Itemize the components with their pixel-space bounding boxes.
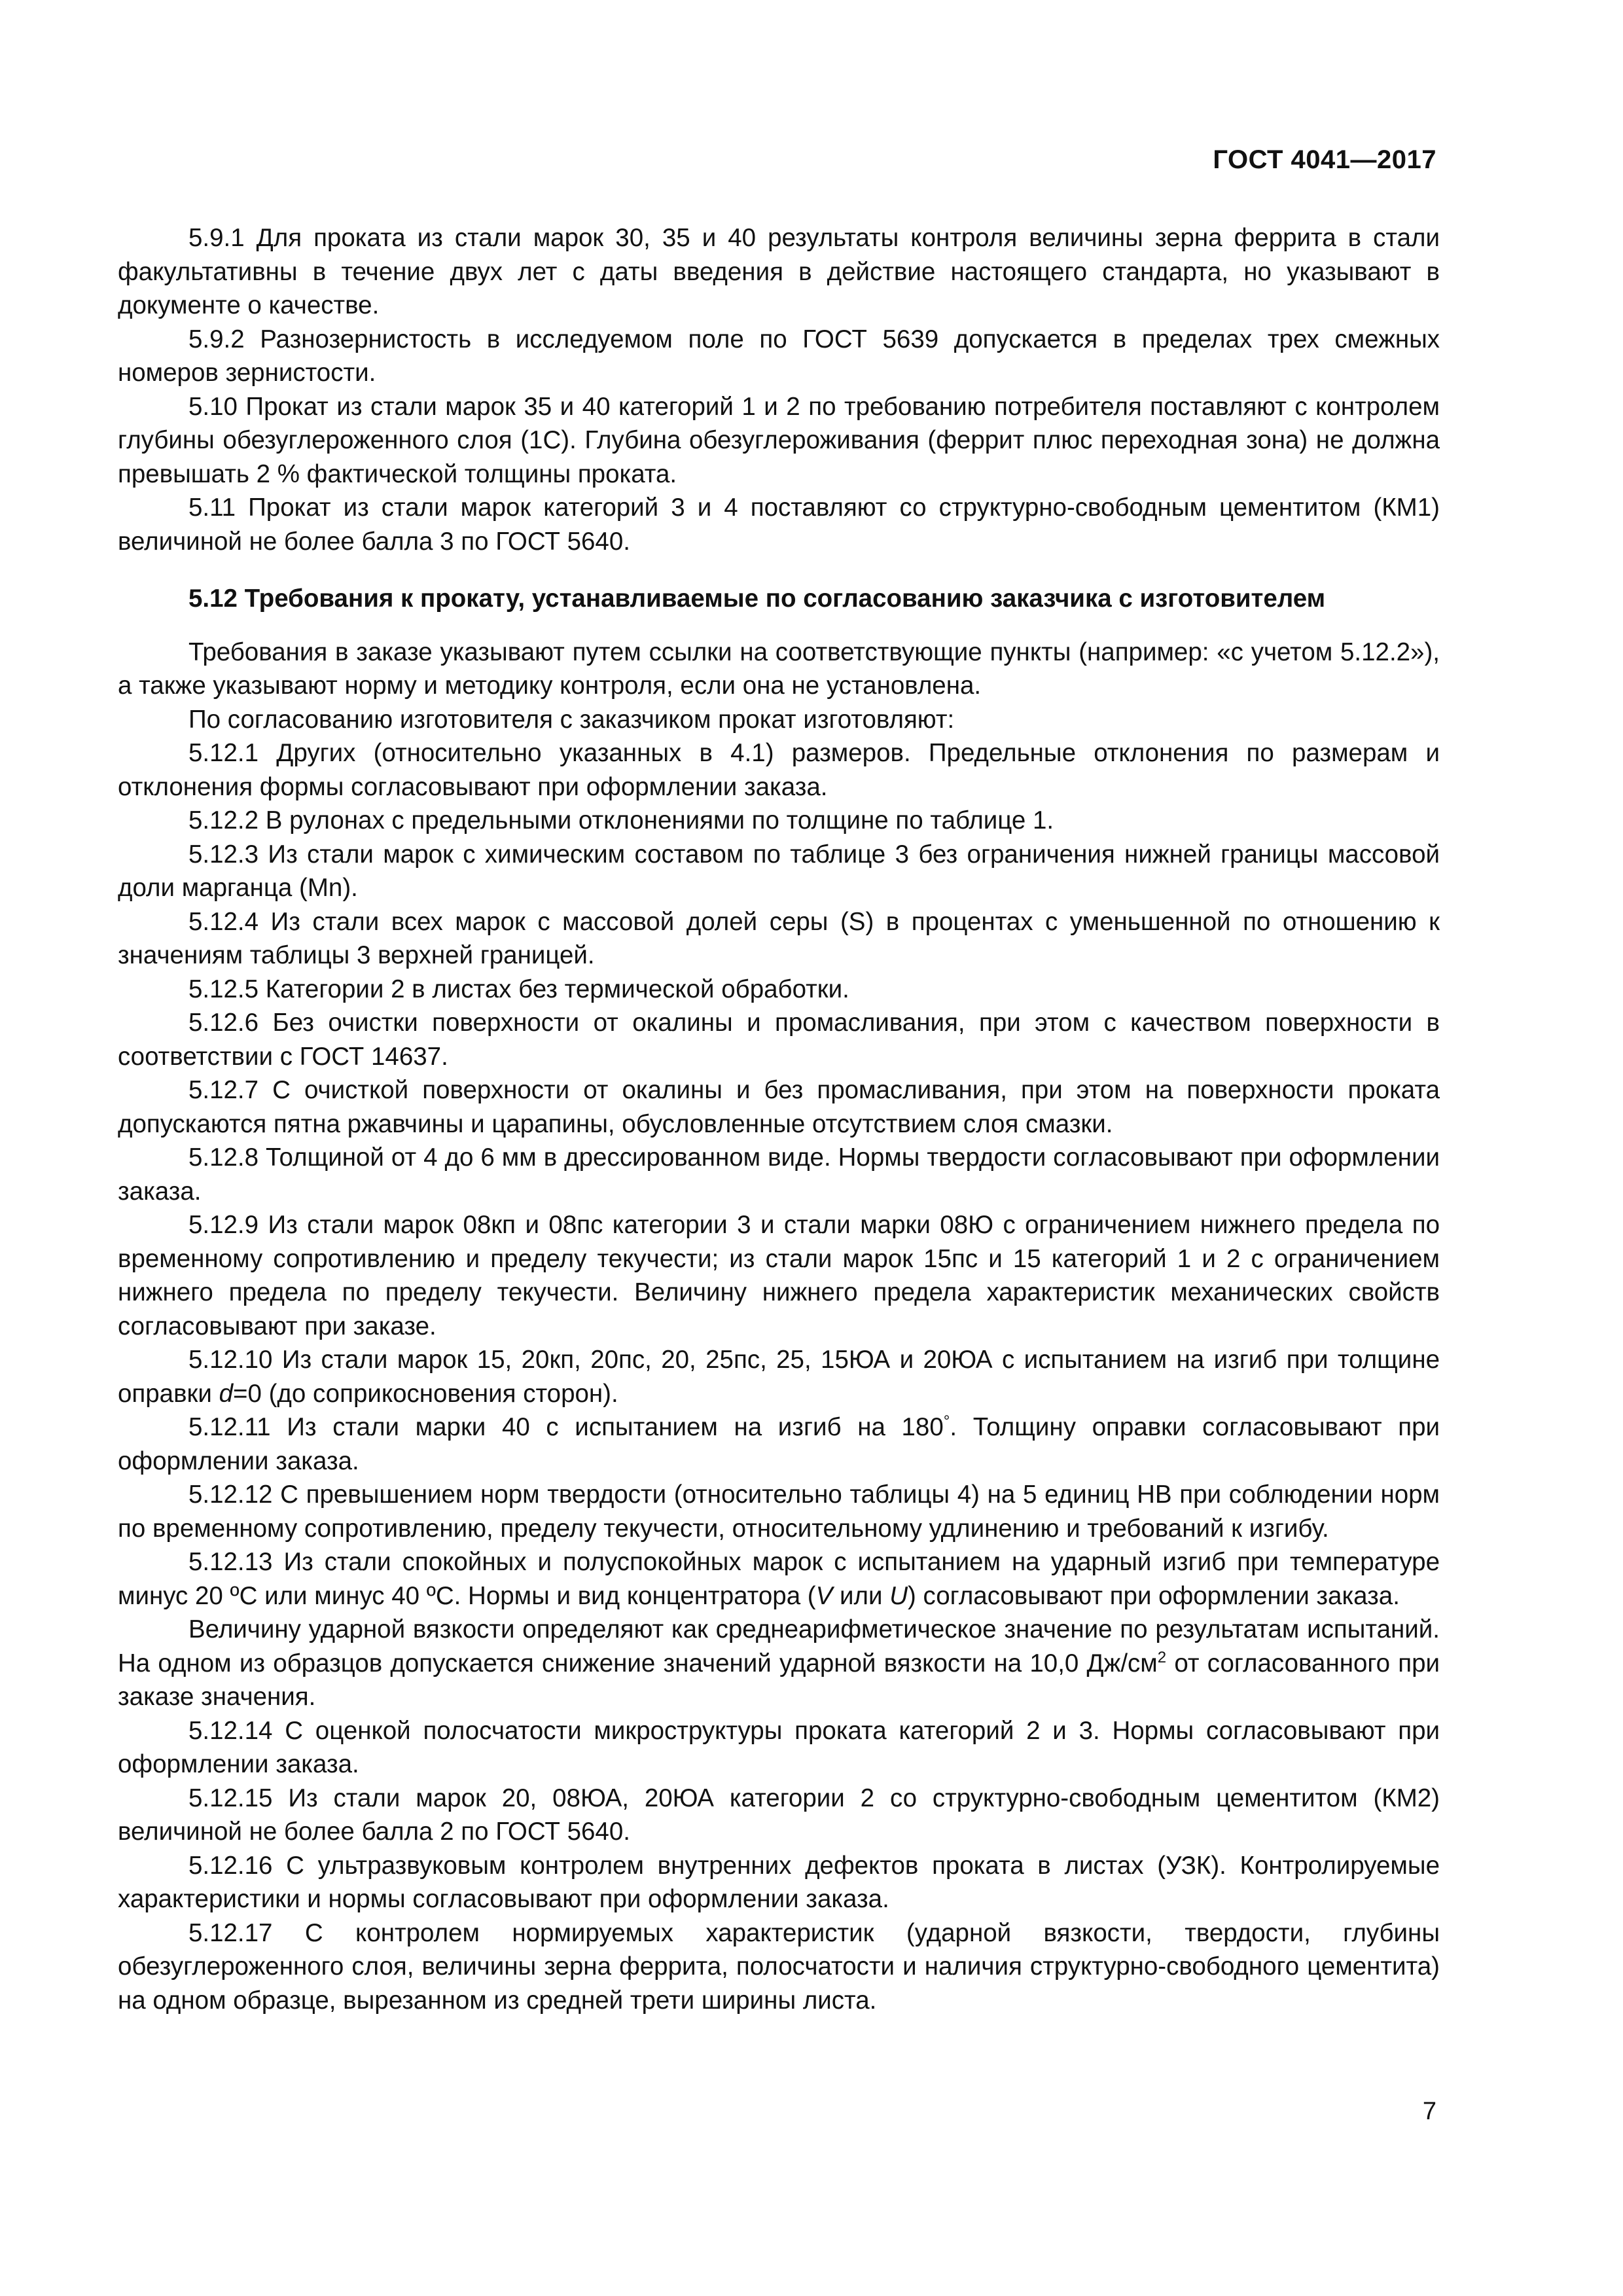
variable-v: V bbox=[815, 1581, 833, 1610]
paragraph-5-12-13-text: 5.12.13 Из стали спокойных и полуспокойных марок с испытанием на ударный изгиб при температуре минус 20 ºС или минус 40 ºС. Нормы и вид концентратора ( bbox=[118, 1548, 1440, 1610]
paragraph-impact-end: от согласованного при заказе значения. bbox=[118, 1649, 1440, 1711]
paragraph-5-9-2: 5.9.2 Разнозернистость в исследуемом поле по ГОСТ 5639 допускается в пределах трех смежных номеров зернистости. bbox=[118, 325, 1440, 387]
superscript-2: 2 bbox=[1157, 1648, 1167, 1666]
page-number: 7 bbox=[1422, 2098, 1436, 2125]
paragraph-5-12-6: 5.12.6 Без очистки поверхности от окалины и промасливания, при этом с качеством поверхности в соответствии с ГОСТ 14637. bbox=[118, 1009, 1440, 1071]
paragraph-5-12-4: 5.12.4 Из стали всех марок с массовой долей серы (S) в процентах с уменьшенной по отношению к значениям таблицы 3 верхней границей. bbox=[118, 907, 1440, 969]
paragraph-5-12-13-mid: или bbox=[832, 1581, 890, 1610]
paragraph-5-12-2: 5.12.2 В рулонах с предельными отклонениями по толщине по таблице 1. bbox=[188, 806, 1054, 834]
paragraph-5-12-15: 5.12.15 Из стали марок 20, 08ЮА, 20ЮА категории 2 со структурно-свободным цементитом (КМ2) величиной не более балла 2 по ГОСТ 5640. bbox=[118, 1784, 1440, 1846]
paragraph-5-12-1: 5.12.1 Других (относительно указанных в 4.1) размеров. Предельные отклонения по размерам и отклонения формы согласовывают при оформлении заказа. bbox=[118, 739, 1440, 801]
variable-u: U bbox=[889, 1581, 908, 1610]
paragraph-5-12-5: 5.12.5 Категории 2 в листах без термической обработки. bbox=[188, 975, 849, 1003]
paragraph-5-12-10-text: 5.12.10 Из стали марок 15, 20кп, 20пс, 20, 25пс, 25, 15ЮА и 20ЮА с испытанием на изгиб при толщине оправки bbox=[118, 1346, 1440, 1408]
document-header: ГОСТ 4041—2017 bbox=[1213, 145, 1436, 174]
paragraph-5-12-12: 5.12.12 С превышением норм твердости (относительно таблицы 4) на 5 единиц НВ при соблюдении норм по временному сопротивлению, пределу текучести, относительному удлинению и требований к изгибу. bbox=[118, 1480, 1440, 1543]
paragraph-5-12-17: 5.12.17 С контролем нормируемых характеристик (ударной вязкости, твердости, глубины обезуглероженного слоя, величины зерна феррита, полосчатости и наличия структурно-свободного цементита) на одном образце, вырезанном из средней трети ширины листа. bbox=[118, 1918, 1440, 2015]
paragraph-5-12-11-text: 5.12.11 Из стали марки 40 с испытанием на изгиб на 180 bbox=[188, 1413, 944, 1441]
paragraph-5-12-11-end: . Толщину оправки согласовывают при оформлении заказа. bbox=[118, 1413, 1440, 1475]
variable-d: d bbox=[219, 1379, 234, 1408]
paragraph-order-requirements: Требования в заказе указывают путем ссылки на соответствующие пункты (например: «с учетом 5.12.2»), а также указывают норму и методику контроля, если она не установлена. bbox=[118, 637, 1440, 700]
paragraph-5-12-13 bbox=[118, 1545, 1440, 1613]
paragraph-5-12-14: 5.12.14 С оценкой полосчатости микроструктуры проката категорий 2 и 3. Нормы согласовывают при оформлении заказа. bbox=[118, 1716, 1440, 1778]
paragraph-5-11: 5.11 Прокат из стали марок категорий 3 и 4 поставляют со структурно-свободным цементитом (КМ1) величиной не более балла 3 по ГОСТ 5640. bbox=[118, 493, 1440, 556]
document-body bbox=[118, 221, 1440, 2017]
degree-sign: ° bbox=[943, 1412, 950, 1431]
paragraph-5-12-13-end: ) согласовывают при оформлении заказа. bbox=[908, 1581, 1400, 1610]
paragraph-impact-strength bbox=[118, 1613, 1440, 1714]
paragraph-5-12-16: 5.12.16 С ультразвуковым контролем внутренних дефектов проката в листах (УЗК). Контролируемые характеристики и нормы согласовывают при оформлении заказа. bbox=[118, 1851, 1440, 1913]
paragraph-5-12-8: 5.12.8 Толщиной от 4 до 6 мм в дрессированном виде. Нормы твердости согласовывают при оформлении заказа. bbox=[118, 1143, 1440, 1206]
paragraph-5-10: 5.10 Прокат из стали марок 35 и 40 категорий 1 и 2 по требованию потребителя поставляют с контролем глубины обезуглероженного слоя (1С). Глубина обезуглероживания (феррит плюс переходная зона) не должна превышать 2 % фактической толщины проката. bbox=[118, 392, 1440, 488]
paragraph-impact-text: Величину ударной вязкости определяют как среднеарифметическое значение по результатам испытаний. На одном из образцов допускается снижение значений ударной вязкости на 10,0 Дж/см bbox=[118, 1615, 1440, 1677]
paragraph-5-12-10 bbox=[118, 1343, 1440, 1410]
section-heading-5-12: 5.12 Требования к прокату, устанавливаемые по согласованию заказчика с изготовителем bbox=[188, 584, 1326, 613]
paragraph-5-12-11 bbox=[118, 1410, 1440, 1478]
paragraph-5-12-7: 5.12.7 С очисткой поверхности от окалины и без промасливания, при этом на поверхности проката допускаются пятна ржавчины и царапины, обусловленные отсутствием слоя смазки. bbox=[118, 1076, 1440, 1138]
paragraph-5-9-1: 5.9.1 Для проката из стали марок 30, 35 и 40 результаты контроля величины зерна феррита в стали факультативны в течение двух лет с даты введения в действие настоящего стандарта, но указывают в документе о качестве. bbox=[118, 224, 1440, 319]
paragraph-5-12-3: 5.12.3 Из стали марок с химическим составом по таблице 3 без ограничения нижней границы массовой доли марганца (Mn). bbox=[118, 840, 1440, 902]
paragraph-5-12-10-end: =0 (до соприкосновения сторон). bbox=[233, 1379, 618, 1408]
paragraph-5-12-9: 5.12.9 Из стали марок 08кп и 08пс категории 3 и стали марки 08Ю с ограничением нижнего предела по временному сопротивлению и пределу текучести; из стали марок 15пс и 15 категорий 1 и 2 с ограничением нижнего предела по пределу текучести. Величину нижнего предела характеристик механических свойств согласовывают при заказе. bbox=[118, 1211, 1440, 1340]
paragraph-agreement-intro: По согласованию изготовителя с заказчиком прокат изготовляют: bbox=[188, 705, 955, 734]
